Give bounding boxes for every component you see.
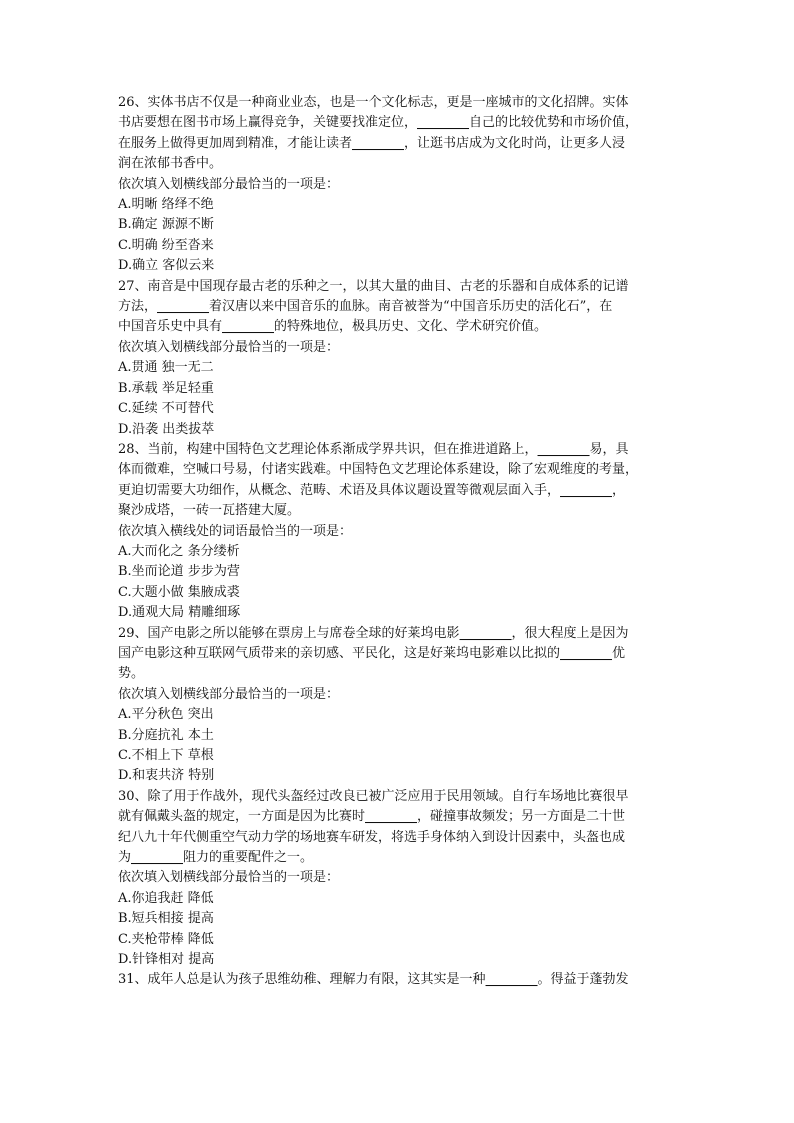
question-text-segment: 30、除了用于作战外，现代头盔经过改良已被广泛应用于民用领域。自行车场地比赛很早 <box>118 788 629 804</box>
question-line <box>118 787 678 807</box>
question-text <box>118 787 678 869</box>
question-text-segment: 书店要想在图书市场上赢得竞争，关键要找准定位， <box>118 115 418 131</box>
question-prompt: 依次填入划横线部分最恰当的一项是： <box>118 176 340 192</box>
answer-blank: ________ <box>417 115 470 131</box>
question-text <box>118 624 678 685</box>
question-text-segment: 聚沙成塔，一砖一瓦搭建大厦。 <box>118 503 301 519</box>
question-line <box>118 481 678 501</box>
answer-blank: ________ <box>365 809 418 825</box>
answer-option: C.不相上下 草根 <box>118 748 214 763</box>
question-text-segment: 。得益于蓬勃发 <box>537 972 629 988</box>
question-line <box>118 154 678 174</box>
answer-blank: ________ <box>560 645 613 661</box>
answer-option: A.大而化之 条分缕析 <box>118 543 240 559</box>
question-text-segment: 阻力的重要配件之一。 <box>183 850 314 866</box>
question-line <box>118 93 678 113</box>
question-line <box>118 277 678 297</box>
question-text-segment: 易，具 <box>589 441 629 457</box>
question-line <box>118 460 678 480</box>
answer-option: C.夹枪带棒 降低 <box>118 931 214 947</box>
question-text-segment: 体而微难，空喊口号易，付诸实践难。中国特色文艺理论体系建设，除了宏观维度的考量， <box>118 462 639 478</box>
question-text-segment: 着汉唐以来中国音乐的血脉。南音被誉为“中国音乐历史的活化石”，在 <box>209 299 613 315</box>
question-text-segment: 28、当前，构建中国特色文艺理论体系渐成学界共识，但在推进道路上， <box>118 441 538 457</box>
answer-option: D.和衷共济 特别 <box>118 768 215 784</box>
answer-blank: ________ <box>157 299 210 315</box>
question-text-segment: ，很大程度上是因为 <box>511 625 629 641</box>
answer-option: B.分庭抗礼 本土 <box>118 727 214 743</box>
question-text-segment: 就有佩戴头盔的规定，一方面是因为比赛时 <box>118 809 366 825</box>
question-text-segment: 的特殊地位，极具历史、文化、学术研究价值。 <box>274 319 548 335</box>
question-text-segment: 国产电影这种互联网气质带来的亲切感、平民化，这是好莱坞电影难以比拟的 <box>118 645 561 661</box>
question-block <box>118 93 678 277</box>
answer-option: C.明确 纷至沓来 <box>118 237 214 253</box>
question-text-segment: 润在浓郁书香中。 <box>118 156 223 172</box>
answer-option: A.贯通 独一无二 <box>118 360 214 376</box>
question-line <box>118 134 678 154</box>
question-text-segment: 方法， <box>118 299 158 315</box>
question-text-segment: 自己的比较优势和市场价值， <box>469 115 639 131</box>
question-prompt: 依次填入划横线部分最恰当的一项是： <box>118 870 340 886</box>
answer-option: C.延续 不可替代 <box>118 401 214 417</box>
question-block <box>118 970 678 990</box>
answer-option: B.短兵相接 提高 <box>118 911 214 927</box>
question-prompt: 依次填入划横线部分最恰当的一项是： <box>118 686 340 702</box>
question-line <box>118 644 678 664</box>
exam-page <box>118 93 678 991</box>
question-block <box>118 277 678 440</box>
answer-blank: ________ <box>131 850 184 866</box>
answer-option: D.通观大局 精雕细琢 <box>118 605 241 621</box>
question-text-segment: 中国音乐史中具有 <box>118 319 223 335</box>
answer-blank: ________ <box>222 319 275 335</box>
answer-option: C.大题小做 集腋成裘 <box>118 584 240 600</box>
question-line <box>118 664 678 684</box>
question-line <box>118 848 678 868</box>
question-text-segment: 31、成年人总是认为孩子思维幼稚、理解力有限，这其实是一种 <box>118 972 486 988</box>
question-text <box>118 93 678 175</box>
answer-blank: ________ <box>560 482 613 498</box>
answer-option: D.确立 客似云来 <box>118 258 215 274</box>
question-line <box>118 828 678 848</box>
question-text-segment: ， <box>612 482 626 498</box>
answer-option: B.确定 源源不断 <box>118 217 214 233</box>
question-prompt: 依次填入划横线部分最恰当的一项是： <box>118 339 340 355</box>
answer-option: A.明晰 络绎不绝 <box>118 197 214 213</box>
question-line <box>118 501 678 521</box>
question-text <box>118 277 678 338</box>
question-text <box>118 440 678 522</box>
answer-option: D.沿袭 出类拔萃 <box>118 421 215 437</box>
answer-option: B.承载 举足轻重 <box>118 380 214 396</box>
answer-option: A.平分秋色 突出 <box>118 707 214 723</box>
question-text-segment: ，碰撞事故频发；另一方面是二十世 <box>417 809 626 825</box>
question-line <box>118 297 678 317</box>
question-line <box>118 113 678 133</box>
answer-option: B.坐而论道 步步为营 <box>118 564 240 580</box>
question-text-segment: 势。 <box>118 666 145 682</box>
answer-option: A.你追我赶 降低 <box>118 890 214 906</box>
question-block <box>118 787 678 971</box>
question-text-segment: 为 <box>118 850 132 866</box>
question-line <box>118 440 678 460</box>
answer-blank: ________ <box>485 972 538 988</box>
question-text-segment: 26、实体书店不仅是一种商业业态，也是一个文化标志，更是一座城市的文化招牌。实体 <box>118 95 629 110</box>
question-line <box>118 317 678 337</box>
question-text <box>118 970 678 990</box>
question-text-segment: 更迫切需要大功细作，从概念、范畴、术语及具体议题设置等微观层面入手， <box>118 482 561 498</box>
answer-blank: ________ <box>537 441 590 457</box>
answer-blank: ________ <box>352 135 405 151</box>
question-line <box>118 624 678 644</box>
question-block <box>118 440 678 624</box>
answer-option: D.针锋相对 提高 <box>118 952 215 968</box>
question-text-segment: 27、南音是中国现存最古老的乐种之一，以其大量的曲目、古老的乐器和自成体系的记谱 <box>118 278 629 294</box>
question-text-segment: ，让逛书店成为文化时尚，让更多人浸 <box>404 135 626 151</box>
question-block <box>118 624 678 787</box>
answer-blank: ________ <box>459 625 512 641</box>
question-line <box>118 970 678 990</box>
question-text-segment: 在服务上做得更加周到精准，才能让读者 <box>118 135 353 151</box>
question-text-segment: 29、国产电影之所以能够在票房上与席卷全球的好莱坞电影 <box>118 625 460 641</box>
question-text-segment: 优 <box>612 645 626 661</box>
question-prompt: 依次填入横线处的词语最恰当的一项是： <box>118 523 353 539</box>
question-text-segment: 纪八九十年代侧重空气动力学的场地赛车研发，将选手身体纳入到设计因素中，头盔也成 <box>118 829 626 845</box>
question-line <box>118 807 678 827</box>
